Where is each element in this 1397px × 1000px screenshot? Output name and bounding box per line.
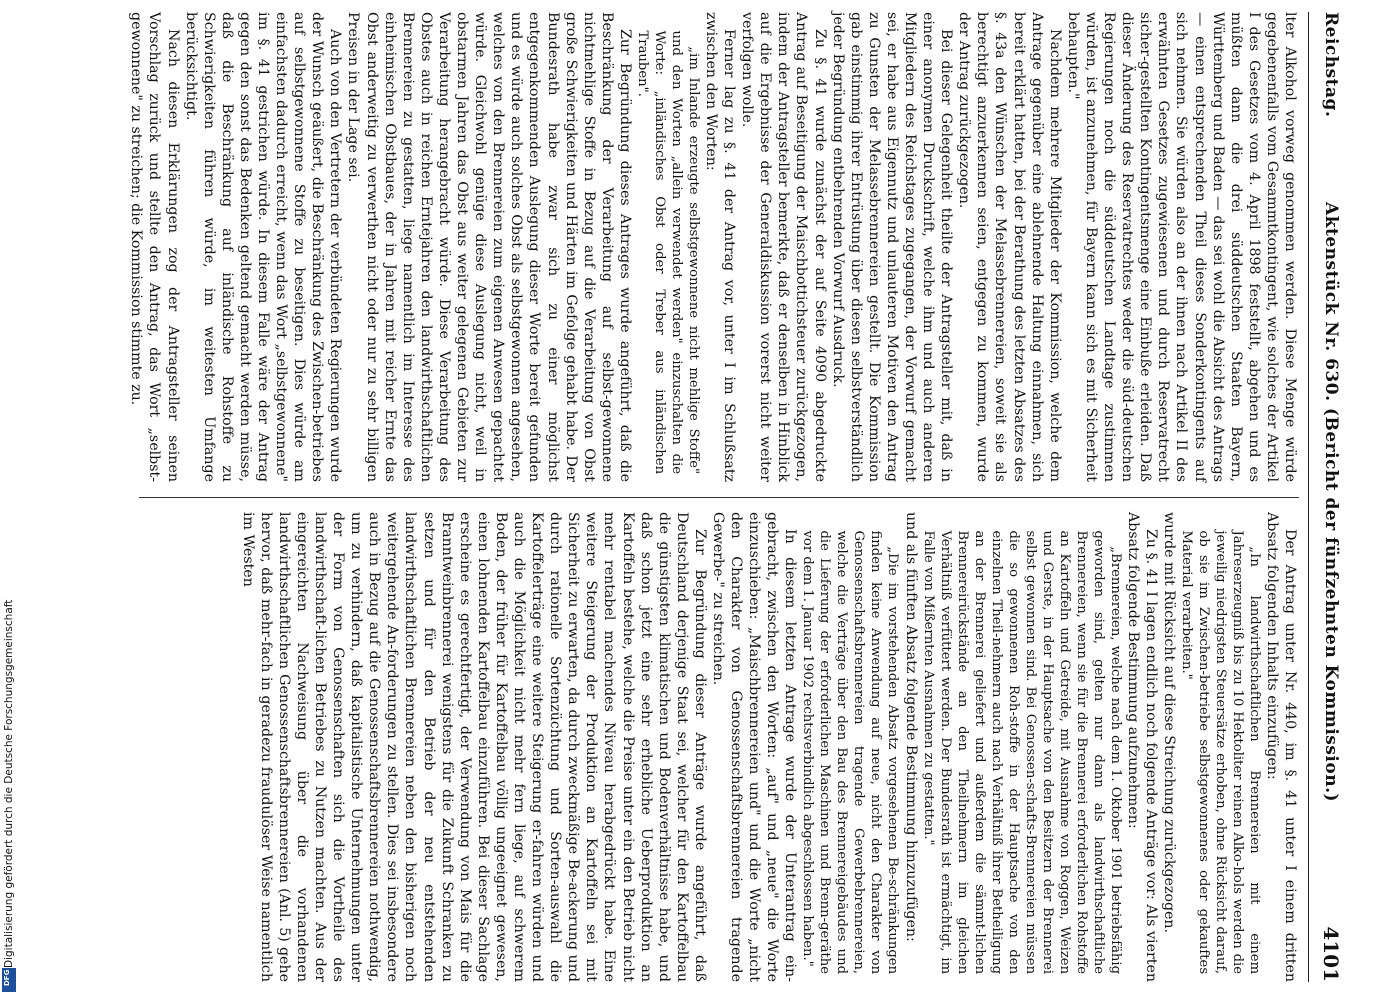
left-column (128, 12, 1299, 482)
paragraph: Zur Begründung dieser Anträge wurde angeführt, daß Deutschland derjenige Staat sei, welcher für den Kartoffelbau die günstigsten klimatischen und Bodenverhältnisse habe, und daß schon jetzt eine sehr erhebliche Ueberproduktion an Kartoffeln bestehe, welche die Preise unter ein den Betrieb nicht mehr rentabel machendes Niveau herabgedrückt habe. Eine weitere Steigerung der Produktion an Kartoffeln sei mit Sicherheit zu erwarten, da durch zweckmäßige Be-ackerung und durch rationelle Sortenzüchtung und Sorten-auswahl die Kartoffelerträge eine weitere Steigerung er-fahren würden und auch die Möglichkeit nicht mehr fern liege, auf schwerem Boden, der früher für Kartoffelbau völlig ungeeignet gewesen, einen lohnenden Kartoffelbau einzuführen. Bei dieser Sachlage erscheine es gerechtfertigt, der Verwendung von Mais für die Branntweinbrennerei wenigstens für die Zukunft Schranken zu setzen und für den Betrieb der neu entstehenden landwirthschaftlichen Brennereien neben den bisherigen noch weitergehende An-forderungen zu stellen. Dies sei insbesondere auch in Bezug auf die Genossenschaftsbrennereien nothwendig, um zu verhindern, daß kapitalistische Unternehmungen unter der Form von Genossenschaften sich die Vortheile des landwirthschaft-lichen Betriebes zu Nutzen machten. Aus der eingereichten Nachweisung über die vorhandenen landwirthschaftlichen Genossenschaftsbrennereien (Anl. 5) gehe hervor, daß mehr-fach in geradezu fraudulöser Weise namentlich im Westen (239, 512, 708, 982)
header-reichstag: Reichstag. (1321, 12, 1341, 118)
quoted-amendment: „Die im vorstehenden Absatz vorgesehenen Be-schränkungen finden keine Anwendung auf neue, nicht den Charakter von Genossenschaftsbrennereien tragende Gewerbebrennereien, welche die Verträge über den Bau des Brennereigebäudes und die Lieferung der erforderlichen Maschinen und Brenn-geräthe vor dem 1. Januar 1902 rechtsverbindlich abgeschlossen haben." (800, 530, 901, 975)
paragraph: Zu §. 41 I lagen endlich noch folgende Anträge vor: Als vierten Absatz folgende Bestimmung aufzunehmen: (1124, 512, 1159, 982)
paragraph: Zu §. 41 wurde zunächst der auf Seite 4090 abgedruckte Antrag auf Beseitigung der Maischbottichsteuer zurückgezogen, indem der Antragsteller bemerkte, daß er denselben in Hinblick auf die Ergebnisse der Generaldiskussion vorerst nicht weiter verfolgen wolle. (739, 12, 828, 482)
page-header (1308, 12, 1345, 982)
paragraph: Der Antrag unter Nr. 440, im §. 41 unter I einem dritten Absatz folgenden Inhalts einzufügen: (1263, 512, 1298, 982)
paragraph: und als fünften Absatz folgende Bestimmung hinzuzufügen: (902, 512, 919, 942)
page-number: 4101 (1319, 926, 1343, 982)
rotated-page (130, 12, 1345, 982)
paragraph: Nach diesen Erklärungen zog der Antragsteller seinen Vorschlag zurück und stellte den Antrag, das Wort „selbst-gewonnene" zu streichen; die Kommission stimmte zu. (128, 12, 181, 482)
quoted-amendment: „In landwirthschaftlichen Brennereien mit einem Jahreserzeugniß bis zu 10 Hektoliter reinen Alko-hols werden die jeweilig niedrigsten Steuersätze erhoben, ohne Rücksicht darauf, ob sie im Zwischen-betriebe selbstgewonnenes oder gekauftes Material verarbeiten." (1178, 530, 1262, 975)
dfg-logo: DFG (2, 968, 16, 992)
digitization-credit-text: Digitalisierung gefördert durch die Deutsche Forschungsgemeinschaft (3, 599, 15, 968)
digitization-credit-strip (0, 0, 18, 1000)
paragraph: Zur Begründung dieses Antrages wurde angeführt, daß die Beschränkung der Verarbeitung auf selbst-gewonnene nichtmehlige Stoffe in Bezug auf die Verarbeitung von Obst große Schwierigkeiten und Härten im Gefolge gehabt habe. Der Bundesrath habe zwar sich zu einer möglichst entgegenkommenden Auslegung dieser Worte bereit gefunden und es würde auch solches Obst als selbstgewonnen angesehen, welches von den Brennereien zum eigenen Anwesen gepachtet würde. Gleichwohl genüge diese Auslegung nicht, weil in obstarmen Jahren das Obst aus weiter gelegenen Gebieten zur Verarbeitung herangebracht würde. Diese Verarbeitung des Obstes auch in reichen Erntejahren den landwirthschaftlichen Brennereien zu gestatten, liege namentlich im Interesse des einheimischen Obstbaues, der in Jahren mit reicher Ernte das Obst anderweitig zu verwerthen nicht oder nur zu sehr billigen Preisen in der Lage sei. (345, 12, 633, 482)
paragraph: Bei dieser Gelegenheit theilte der Antragsteller mit, daß in einer anonymen Druckschrift, welche ihm und auch anderen Mitgliedern des Reichstages zugegangen, der Vorwurf gemacht sei, er habe aus Eigennutz und unlauteren Motiven den Antrag zu Gunsten der Melassebrennereien gestellt. Die Kommission gab einstimmig ihrer Entrüstung über diesen selbstverständlich jeder Begründung entbehrenden Vorwurf Ausdruck. (829, 12, 955, 482)
header-document-title: Aktenstück Nr. 630. (Bericht der fünfzehnten Kommission.) (1321, 202, 1341, 803)
paragraph: Nachdem mehrere Mitglieder der Kommission, welche dem Antrage gegenüber eine ablehnende Haltung einnahmen, sich bereit erklärt hatten, bei der Berathung des letzten Absatzes des §. 43a den Wünschen der Melassebrennereien, soweit sie als berechtigt anzuerkennen seien, entgegen zu kommen, wurde der Antrag zurückgezogen. (956, 12, 1063, 482)
right-column (139, 512, 1299, 982)
paragraph: In diesem letzten Antrage wurde der Unterantrag ein-gebracht, zwischen den Worten: „auf" und „neue" die Worte einzuschieben: „Maischbrennereien und" und die Worte „nicht den Charakter von Genossenschaftsbrennereien tragende Gewerbe-" zu streichen. (710, 512, 799, 982)
paragraph: Ferner lag zu §. 41 der Antrag vor, unter I im Schlußsatz zwischen den Worten: (703, 12, 738, 482)
quoted-amendment: „Brennereien, welche nach dem 1. Oktober 1901 betriebsfähig geworden sind, gelten nur dann als landwirthschaftliche Brennereien, wenn sie für die Brennerei erforderlichen Rohstoffe an Kartoffeln und Getreide, mit Ausnahme von Roggen, Weizen und Gerste, in der Hauptsache von den Besitzern der Brennerei selbst gewonnen sind. Bei Genossen-schafts-Brennereien müssen die so gewonnenen Roh-stoffe in der Hauptsache von den einzelnen Theil-nehmern auch nach Verhältniß ihrer Betheiligung an der Brennerei geliefert und außerdem die sämmt-lichen Brennereirückstände an den Theilnehmern im gleichen Verhältniß verfüttert werden. Der Bundesrath ist ermächtigt, im Falle von Mißernten Ausnahmen zu gestatten." (920, 530, 1123, 975)
column-divider (139, 497, 1299, 498)
quoted-amendment: „im Inlande erzeugte selbstgewonnene nicht mehlige Stoffe" und den Worten „allein verwendet werden" einzuschalten die Worte: „inländisches Obst oder Treber aus inländischen Trauben". (634, 30, 701, 475)
scanned-page-area (20, 0, 1397, 1000)
paragraph: Auch von den Vertretern der verbündeten Regierungen wurde der Wunsch geäußert, die Beschränkung des Zwischen-betriebes auf selbstgewonnene Stoffe zu beseitigen. Dies würde am einfachsten dadurch erreicht, wenn das Wort „selbstgewonnene" im §. 41 gestrichen würde. In diesem Falle wäre der Antrag gegen den sonst das Bedenken geltend gemacht werden müsse, daß die Beschränkung auf inländische Rohstoffe zu Schwierigkeiten führen würde, im weitesten Umfange berücksichtigt. (182, 12, 344, 482)
paragraph: wurde mit Rücksicht auf diese Streichung zurückgezogen. (1160, 512, 1177, 934)
paragraph: lter Alkohol vorweg genommen werden. Diese Menge würde gegebenenfalls vom Gesammtkontingent, wie solches der Artikel I des Gesetzes vom 4. April 1898 feststellt, abgehen und es müßten dann die drei süddeutschen Staaten Bayern, Württemberg und Baden — das sei wohl die Absicht des Antrags — einen entsprechenden Theil dieses Sonderkontingents auf sich nehmen. Sie würden also an der ihnen nach Artikel II des erwähnten Gesetzes zugewiesenen und durch Reservatrecht sicher-gestellten Kontingentsmenge eine Einbuße erleiden. Daß dieser Änderung des Reservatrechtes weder die süd-deutschen Regierungen noch die süddeutschen Landtage zustimmen würden, ist anzunehmen, für Bayern kann sich es mit Sicherheit behaupten." (1064, 12, 1298, 482)
